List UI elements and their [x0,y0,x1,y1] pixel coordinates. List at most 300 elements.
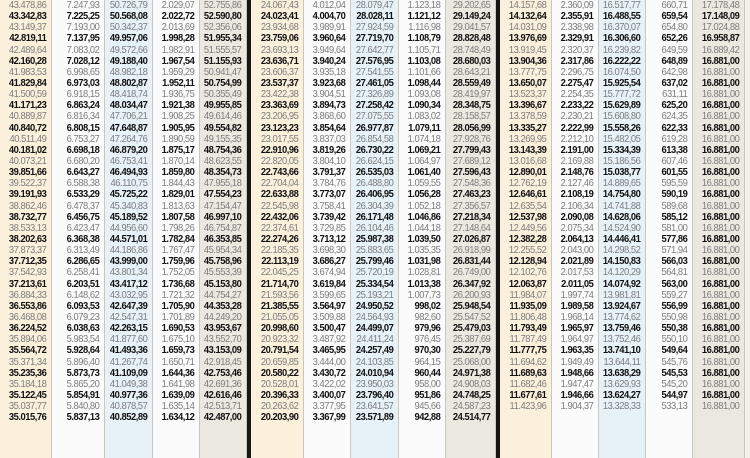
table-cell: 5.896,40 [66,356,100,368]
table-cell: 26.749,00 [452,267,491,279]
table-cell: 2.075,34 [560,222,594,234]
table-cell: 43.149,37 [8,22,47,34]
table-cell: 14.524,90 [602,222,641,234]
table-cell: 2.013,69 [161,22,195,34]
table-cell: 2.011,05 [561,278,594,290]
table-cell: 589,68 [661,200,688,212]
table-cell: 1.997,74 [560,289,594,301]
table-cell: 3.758,41 [312,200,346,212]
table-cell: 13.774,62 [602,311,641,323]
column-c [599,0,646,458]
table-cell: 35.235,36 [8,367,47,379]
table-cell: 13.335,27 [508,122,547,134]
table-cell: 2.191,00 [560,144,594,156]
table-cell: 649,59 [661,44,688,56]
table-cell: 17.148,09 [701,11,740,23]
table-cell: 14.628,06 [602,211,641,223]
table-cell: 3.487,92 [312,334,346,346]
table-cell: 625,20 [661,100,688,112]
table-cell: 42.819,11 [9,33,47,45]
table-cell: 1.101,66 [407,66,441,78]
table-cell: 21.593,56 [260,289,299,301]
table-cell: 960,44 [414,367,441,379]
table-cell: 3.949,64 [312,44,346,56]
table-cell: 39.191,93 [8,189,47,201]
table-cell: 1.013,38 [407,278,441,290]
table-cell: 16.881,00 [701,389,740,401]
table-cell: 13.016,68 [508,155,547,167]
table-cell: 36.224,52 [8,323,47,335]
table-cell: 11.777,75 [509,345,547,357]
table-cell: 24.411,24 [356,334,394,346]
table-cell: 1.061,40 [407,167,441,179]
table-cell: 1.083,02 [407,111,441,123]
table-cell: 3.804,10 [312,155,346,167]
table-cell: 2.108,19 [560,189,594,201]
table-cell: 16.881,00 [701,222,740,234]
table-cell: 25.387,69 [452,334,491,346]
table-cell: 14.157,68 [508,0,547,11]
table-cell: 28.348,75 [452,100,491,112]
table-cell: 35.015,76 [8,412,47,424]
table-cell: 1.963,35 [560,345,594,357]
table-cell: 12.537,98 [508,211,547,223]
table-cell: 2.296,75 [560,66,594,78]
table-cell: 1.116,98 [408,22,441,34]
table-cell: 48.623,55 [203,155,242,167]
table-cell: 24.010,94 [355,367,394,379]
table-cell: 38.533,13 [8,222,47,234]
table-cell: 23.796,40 [355,389,394,401]
table-cell: 49.188,40 [109,55,148,67]
table-cell: 601,55 [661,167,688,179]
table-cell: 1.904,37 [560,401,594,413]
table-cell: 14.074,92 [602,278,641,290]
table-cell: 563,00 [661,278,688,290]
table-cell: 16.074,50 [602,66,641,78]
table-cell: 14.132,64 [508,11,547,23]
table-cell: 1.736,68 [161,278,195,290]
table-cell: 49.957,06 [109,33,148,45]
table-cell: 2.064,13 [560,233,594,245]
table-cell: 14.120,29 [602,267,641,279]
table-cell: 7.137,95 [66,33,100,45]
table-cell: 45.725,22 [109,189,148,201]
table-cell: 2.329,91 [560,33,594,45]
table-cell: 20.396,33 [260,389,299,401]
table-cell: 41.109,09 [109,367,148,379]
table-cell: 16.881,00 [701,245,740,257]
table-cell [556,412,598,423]
table-cell: 28.643,21 [452,66,491,78]
table-cell: 27.541,55 [355,66,394,78]
table-cell: 12.635,54 [508,200,547,212]
table-cell: 2.320,37 [560,44,594,56]
table-cell: 6.423,47 [66,222,100,234]
table-cell: 16.488,55 [602,11,641,23]
table-cell: 6.698,18 [66,144,100,156]
table-cell: 28.748,49 [452,44,491,56]
table-cell: 25.883,65 [355,245,394,257]
table-cell: 22.743,66 [260,167,299,179]
table-cell: 13.378,59 [508,111,547,123]
table-cell: 982,60 [414,311,441,323]
table-cell: 42.160,28 [8,55,47,67]
table-cell: 2.360,09 [560,0,594,11]
table-cell: 15.186,56 [602,155,641,167]
table-cell [603,412,645,423]
table-cell: 45.153,80 [203,278,242,290]
table-cell: 13.328,33 [602,401,641,413]
table-cell: 23.422,38 [260,89,299,101]
column-c [105,0,153,458]
table-cell: 6.588,38 [66,178,100,190]
table-cell: 5.928,64 [66,345,100,357]
table-cell: 13.924,67 [602,300,641,312]
table-cell: 23.363,69 [260,100,299,112]
table-cell: 11.689,63 [509,367,547,379]
table-cell: 1.098,44 [407,77,441,89]
table-cell: 29.041,57 [452,22,491,34]
table-cell: 35.184,18 [8,378,47,390]
table-cell: 5.983,54 [66,334,100,346]
table-cell: 11.787,49 [509,334,547,346]
table-cell: 42.918,45 [203,356,242,368]
table-cell: 26.977,87 [355,122,394,134]
table-cell: 27.642,77 [355,44,394,56]
table-cell: 16.881,00 [701,77,740,89]
table-cell [504,412,551,423]
table-cell: 28.158,57 [452,111,491,123]
table-cell: 13.396,67 [508,100,547,112]
table-cell: 2.233,22 [560,100,594,112]
table-cell: 1.650,71 [161,356,195,368]
table-cell: 1.007,73 [407,289,441,301]
table-cell: 27.326,89 [355,89,394,101]
table-cell: 41.983,53 [8,66,47,78]
table-cell: 35.894,06 [8,334,47,346]
table-cell: 50.754,99 [203,77,242,89]
table-cell: 659,54 [661,11,688,23]
table-cell: 52.356,06 [203,22,242,34]
table-cell: 39.851,66 [8,167,47,179]
table-cell: 3.923,68 [312,77,346,89]
table-cell: 566,03 [661,256,688,268]
table-cell: 24.950,52 [355,300,394,312]
table-cell: 1.949,49 [560,356,594,368]
table-cell: 1.635,14 [161,401,195,413]
table-cell: 24.103,85 [355,356,394,368]
table-cell: 47.154,47 [203,200,242,212]
table-cell: 15.925,54 [602,77,641,89]
table-cell: 28.079,47 [355,0,394,11]
table-cell: 624,35 [661,111,688,123]
table-cell: 37.712,35 [8,256,47,268]
table-cell: 1.782,84 [161,233,195,245]
table-cell: 2.106,34 [560,200,594,212]
table-cell: 16.881,00 [701,401,740,413]
table-cell: 48.802,87 [109,77,148,89]
table-cell: 2.230,21 [560,111,594,123]
table-cell: 622,33 [661,122,688,134]
table-cell: 22.274,26 [260,233,299,245]
table-cell: 6.478,37 [66,200,100,212]
table-cell: 6.456,75 [66,211,100,223]
table-cell: 613,38 [661,144,688,156]
table-cell: 970,30 [414,345,441,357]
table-cell: 571,94 [661,245,688,257]
table-cell: 20.203,90 [260,412,299,424]
table-cell: 1.844,43 [161,178,195,190]
table-cell: 6.258,41 [66,267,100,279]
table-cell: 16.881,00 [701,200,740,212]
table-cell: 35.371,34 [8,356,47,368]
table-cell: 12.255,52 [508,245,547,257]
table-cell: 36.468,08 [8,311,47,323]
table-cell: 1.752,05 [161,267,195,279]
table-cell: 27.218,34 [452,211,491,223]
table-cell: 5.854,91 [66,389,100,401]
table-cell: 23.017,55 [260,133,299,145]
table-cell: 3.444,00 [312,356,346,368]
table-cell: 49.155,35 [203,133,242,145]
table-cell: 3.791,37 [312,167,346,179]
table-cell: 3.674,94 [312,267,346,279]
column-a [251,0,304,458]
table-cell: 590,19 [661,189,688,201]
table-cell: 3.960,64 [312,33,346,45]
table-cell: 16.881,00 [701,189,740,201]
table-cell: 46.997,10 [203,211,242,223]
table-cell: 27.258,42 [355,100,394,112]
table-cell: 16.881,00 [701,289,740,301]
table-cell: 24.023,41 [260,11,299,23]
table-cell: 25.799,46 [355,256,394,268]
table-cell: 13.269,95 [508,133,547,145]
table-cell: 28.680,03 [452,55,491,67]
table-cell: 46.754,87 [203,222,242,234]
table-cell: 1.946,66 [560,389,594,401]
table-cell: 1.031,98 [407,256,441,268]
table-cell: 25.948,54 [452,300,491,312]
table-cell: 2.017,53 [560,267,594,279]
table-cell: 15.558,26 [602,122,641,134]
table-cell: 1.952,11 [162,77,195,89]
table-cell: 41.267,74 [109,356,148,368]
table-cell: 26.488,80 [355,178,394,190]
table-cell: 13.981,81 [602,289,641,301]
table-cell: 16.881,00 [701,122,740,134]
table-cell: 41.829,84 [8,77,47,89]
table-cell: 3.868,60 [312,111,346,123]
table-cell: 11.984,07 [509,289,547,301]
table-cell: 23.606,37 [260,66,299,78]
table-cell: 25.334,54 [355,278,394,290]
table-cell: 533,13 [661,401,688,413]
table-cell: 1.093,08 [407,89,441,101]
table-cell: 16.881,00 [701,256,740,268]
table-cell: 42.263,15 [109,323,148,335]
table-cell: 46.879,20 [109,144,148,156]
table-cell: 40.073,21 [8,155,47,167]
table-cell: 26.406,95 [355,189,394,201]
table-cell: 24.499,07 [355,323,394,335]
table-cell: 22.374,61 [260,222,299,234]
table-cell: 13.976,69 [508,33,547,45]
table-cell: 1.105,71 [407,44,441,56]
table-cell: 945,66 [414,401,441,413]
table-cell: 1.641,98 [161,378,195,390]
table-cell: 40.878,57 [109,401,148,413]
table-cell: 3.940,24 [312,55,346,67]
table-cell: 13.143,39 [508,144,547,156]
table-cell: 16.881,00 [701,111,740,123]
table-cell: 25.227,79 [452,345,491,357]
table-cell: 3.377,95 [312,401,346,413]
table-cell: 14.754,80 [602,189,641,201]
table-cell: 5.840,80 [66,401,100,413]
table-cell: 11.423,96 [509,401,547,413]
table-cell: 6.643,27 [66,167,100,179]
table-cell: 16.881,00 [701,356,740,368]
table-cell: 642,98 [661,66,688,78]
table-cell: 27.799,43 [452,144,491,156]
table-cell: 28.056,99 [452,122,491,134]
table-cell: 38.732,77 [8,211,47,223]
table-cell: 12.646,61 [508,189,547,201]
table-cell: 23.641,57 [355,401,394,413]
table-cell: 3.430,72 [312,367,346,379]
table-cell: 3.564,97 [312,300,346,312]
table-cell: 11.677,61 [509,389,547,401]
table-cell: 22.910,96 [260,144,299,156]
table-cell: 23.693,13 [260,44,299,56]
table-cell: 29.149,24 [452,11,491,23]
table-cell: 942,88 [414,412,441,424]
section-left [0,0,247,458]
table-cell: 22.185,35 [260,245,299,257]
column-d [153,0,200,458]
table-cell: 7.083,02 [66,44,100,56]
table-cell: 1.044,18 [407,222,441,234]
table-cell: 20.528,01 [260,378,299,390]
table-cell: 654,80 [661,22,688,34]
table-cell: 22.045,25 [260,267,299,279]
table-cell: 39.522,37 [8,178,47,190]
table-cell: 16.881,00 [701,66,740,78]
table-cell: 595,59 [661,178,688,190]
table-cell: 3.739,42 [312,211,346,223]
table-cell: 28.828,48 [452,33,491,45]
table-cell: 16.889,42 [701,44,740,56]
table-cell: 15.038,77 [602,167,641,179]
table-cell: 1.059,55 [407,178,441,190]
table-cell: 51.955,34 [203,33,242,45]
table-cell: 22.113,19 [261,256,299,268]
table-cell: 15.777,72 [602,89,641,101]
table-cell: 22.820,05 [260,155,299,167]
table-cell: 21.055,05 [260,311,299,323]
table-cell: 51.555,57 [203,44,242,56]
table-cell: 958,00 [414,378,441,390]
table-cell: 6.038,63 [66,323,100,335]
table-cell: 23.571,89 [355,412,394,424]
table-cell: 12.063,87 [508,278,547,290]
table-cell: 46.753,41 [109,155,148,167]
table-cell: 13.624,27 [602,389,641,401]
table-cell: 2.254,35 [560,89,594,101]
table-cell: 1.859,80 [161,167,195,179]
table-cell: 42.489,64 [8,44,47,56]
table-cell: 3.819,26 [312,144,346,156]
table-cell: 2.338,98 [560,22,594,34]
table-cell: 49.614,46 [203,111,242,123]
table-cell: 16.517,77 [602,0,641,11]
table-cell: 3.713,12 [312,233,346,245]
table-cell: 42.753,46 [203,367,242,379]
table-cell: 48.754,36 [203,144,242,156]
table-cell: 1.659,73 [161,345,195,357]
table-cell: 1.908,25 [161,111,195,123]
table-cell: 25.547,52 [452,311,491,323]
table-cell: 2.021,89 [560,256,594,268]
table-cell: 1.959,29 [161,66,195,78]
table-cell: 26.730,22 [355,144,394,156]
table-cell: 6.816,34 [66,111,100,123]
table-cell: 1.767,47 [161,245,195,257]
table-cell [697,412,744,423]
table-cell: 4.004,70 [312,11,346,23]
table-cell: 47.554,23 [203,189,242,201]
table-cell: 22.704,04 [260,178,299,190]
table-cell: 27.463,23 [452,189,491,201]
table-cell: 1.967,54 [161,55,195,67]
table-cell: 11.694,62 [509,356,547,368]
table-cell: 16.881,00 [701,155,740,167]
table-cell: 12.449,56 [508,222,547,234]
table-cell: 40.977,36 [109,389,148,401]
table-cell: 7.193,00 [66,22,100,34]
column-b [552,0,599,458]
table-cell: 49.554,82 [203,122,242,134]
table-cell: 1.035,35 [407,245,441,257]
table-cell: 1.675,10 [161,334,195,346]
table-cell: 3.729,85 [312,222,346,234]
table-cell: 35.564,72 [8,345,47,357]
table-cell: 581,00 [661,222,688,234]
table-cell: 45.758,96 [203,256,242,268]
table-cell: 16.881,00 [701,55,740,67]
table-cell: 27.356,57 [452,200,491,212]
table-cell: 1.079,11 [408,122,441,134]
table-cell: 50.355,49 [203,89,242,101]
table-cell: 35.122,45 [8,389,47,401]
table-cell: 27.719,70 [355,33,394,45]
table-cell: 20.791,54 [260,345,299,357]
table-cell: 45.189,52 [109,211,148,223]
table-cell: 545,20 [661,378,688,390]
table-cell: 40.840,72 [8,122,47,134]
table-cell: 20.263,62 [260,401,299,413]
table-cell: 11.793,49 [509,323,547,335]
table-cell: 40.852,89 [109,412,148,424]
table-cell: 550,98 [661,311,688,323]
table-cell: 24.748,25 [452,389,491,401]
table-cell: 3.422,02 [312,378,346,390]
table-cell: 42.647,39 [109,300,148,312]
table-cell: 48.418,74 [109,89,148,101]
table-cell: 47.648,87 [109,122,148,134]
